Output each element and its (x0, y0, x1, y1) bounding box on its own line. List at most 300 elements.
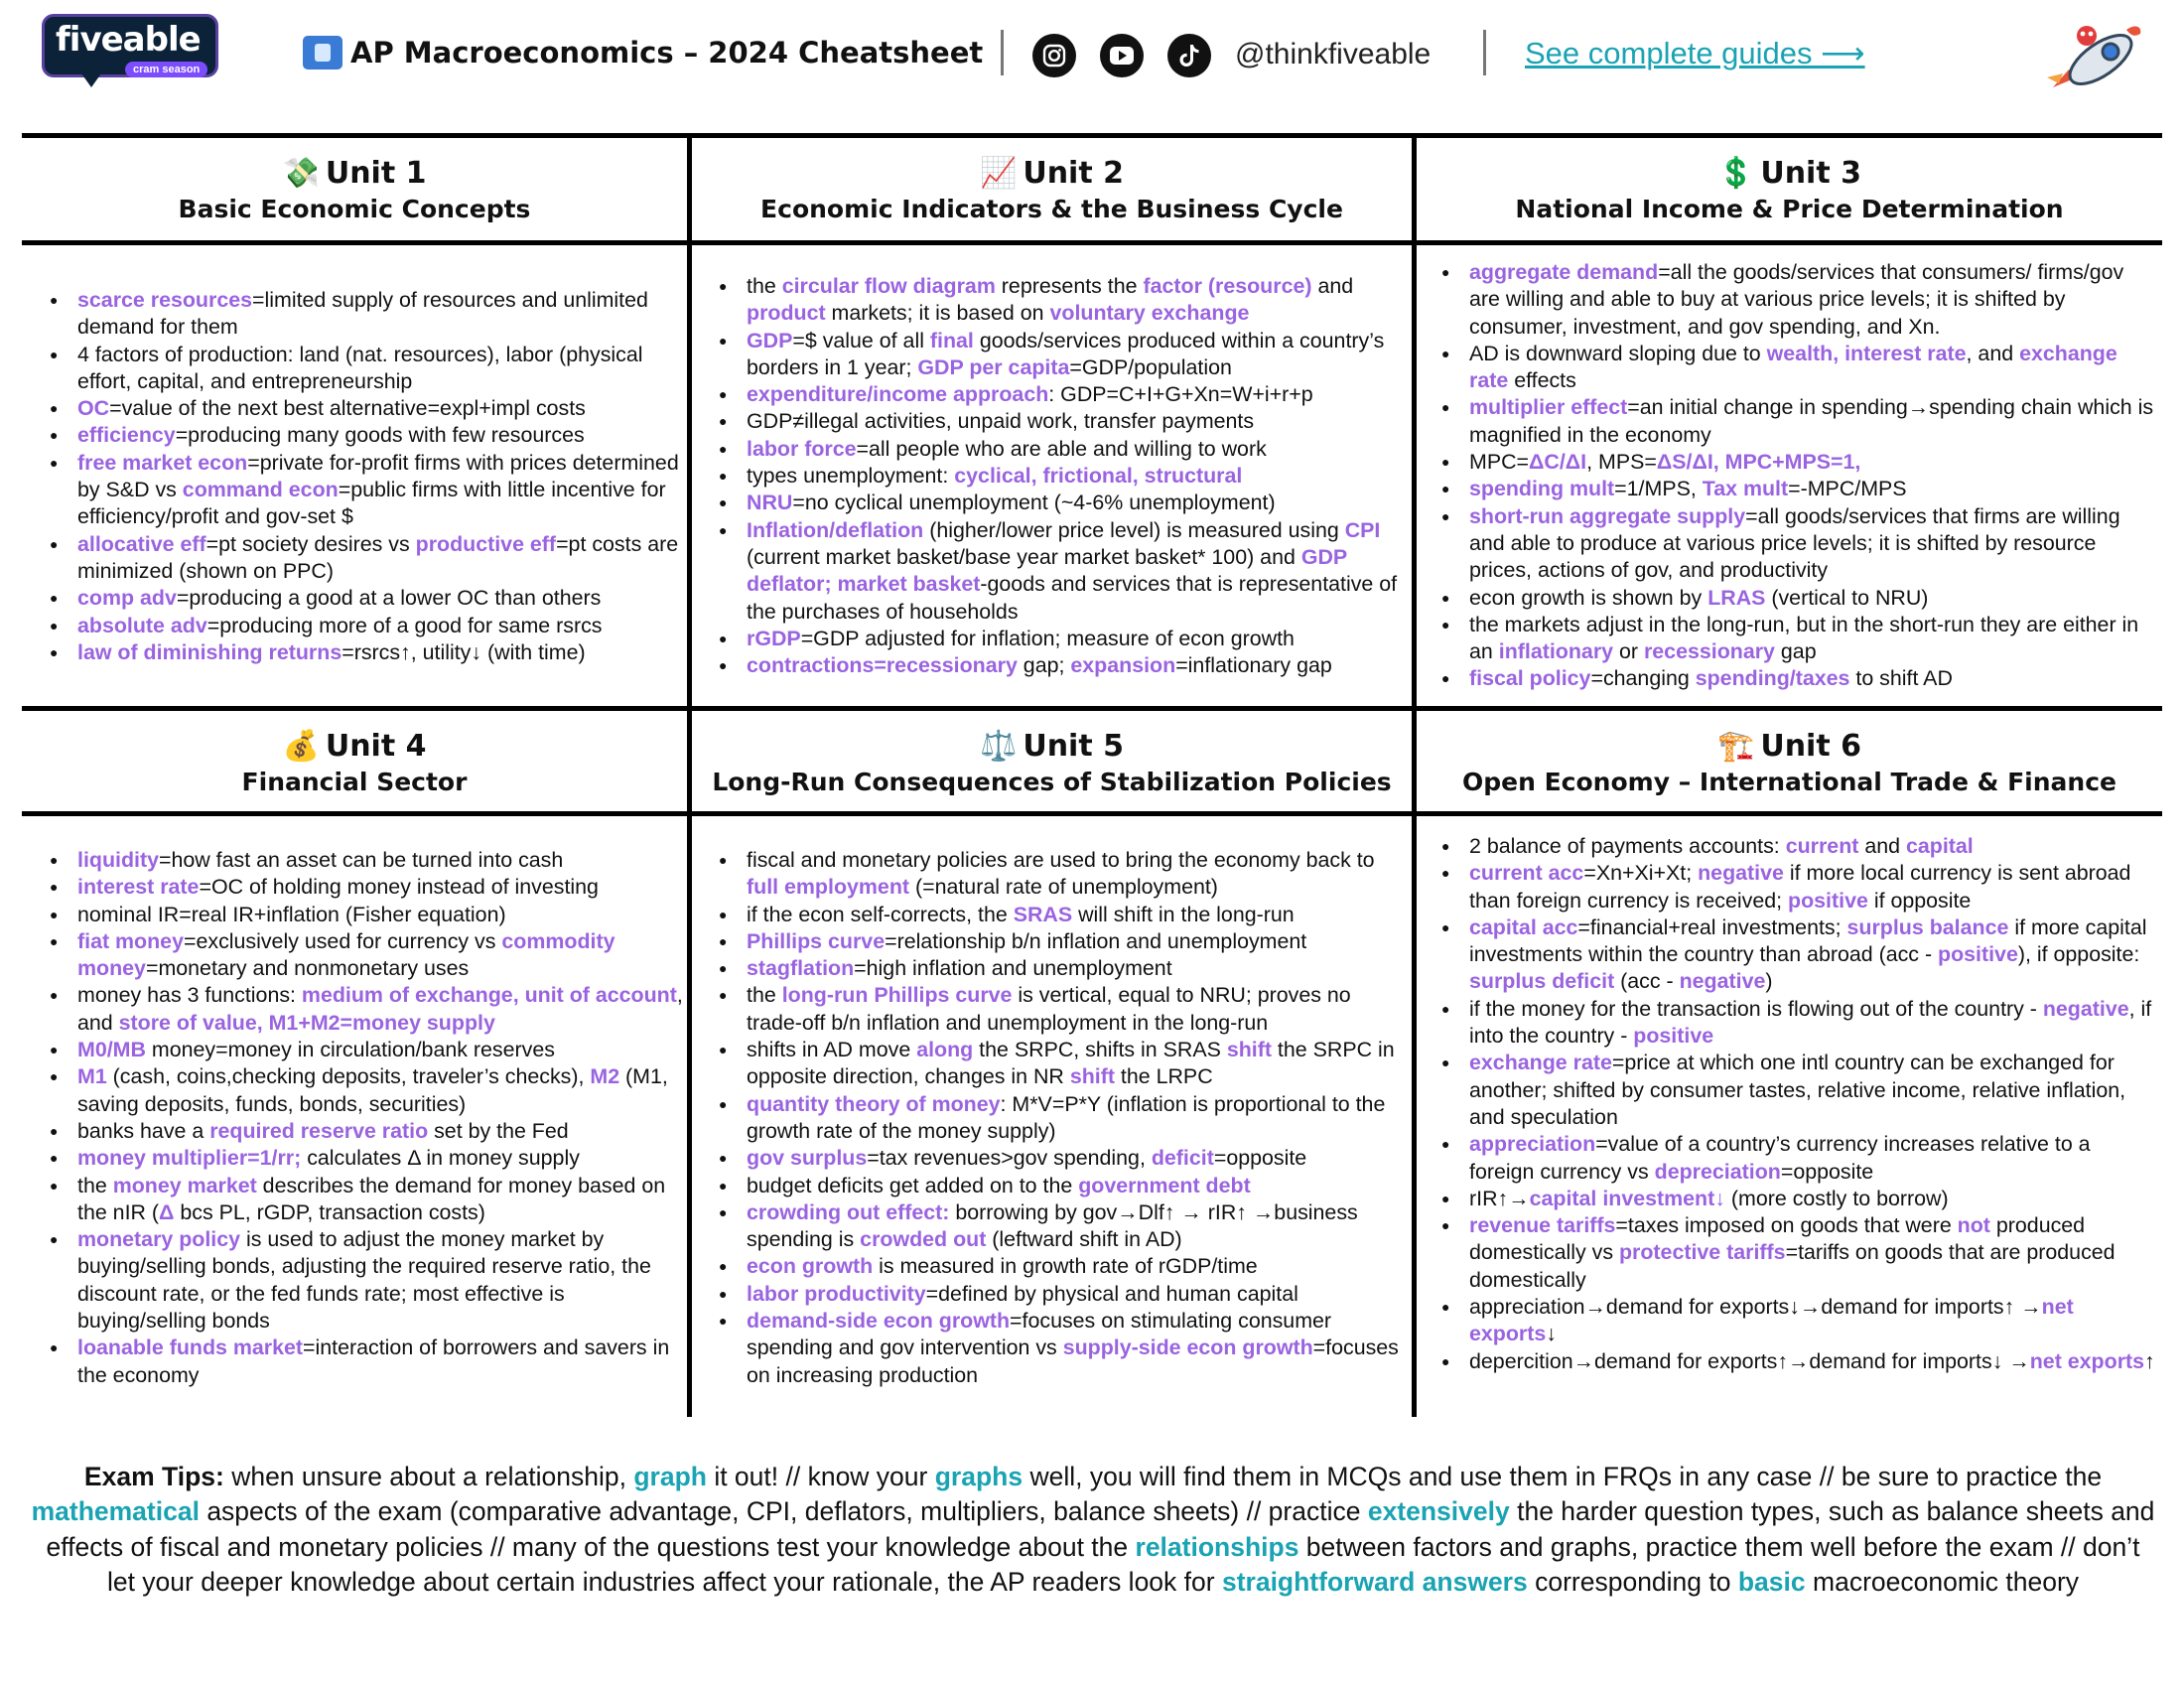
tip-text: well, you will find them in MCQs and use them in FRQs in any case // be sure to practice the (1023, 1462, 2103, 1491)
unit-3-header (1417, 156, 2162, 223)
highlighted-term: absolute adv (77, 613, 207, 637)
list-item (48, 847, 683, 874)
highlighted-term: econ growth (747, 1254, 874, 1279)
bullet-text: econ growth is shown by (1469, 585, 1708, 610)
youtube-icon[interactable] (1100, 34, 1144, 77)
highlighted-term: SRAS (1013, 902, 1073, 926)
list-item (1439, 341, 2156, 395)
bullet-text: =opposite (1213, 1146, 1307, 1171)
list-item (48, 531, 683, 586)
highlighted-term: M0/MB (77, 1038, 146, 1062)
list-item (1439, 394, 2156, 449)
unit-1-header (22, 156, 687, 223)
highlighted-term: along (916, 1038, 974, 1062)
highlighted-term: ΔC/ΔI (1529, 450, 1587, 475)
highlighted-term: command econ (182, 478, 339, 502)
list-item (1439, 1294, 2156, 1348)
bullet-text: bcs PL, rGDP, transaction costs) (174, 1199, 485, 1224)
bullet-text: =relationship b/n inflation and unemployment (885, 928, 1307, 953)
list-item (717, 1308, 1406, 1389)
highlighted-term: aggregate demand (1469, 260, 1659, 284)
bullet-text: (more costly to borrow) (1724, 1186, 1949, 1210)
highlighted-term: scarce resources (77, 288, 253, 312)
page-title (303, 36, 983, 70)
bullet-text: shifts in AD move (747, 1038, 917, 1062)
unit-subtitle: Long-Run Consequences of Stabilization Policies (712, 768, 1392, 796)
bullet-text: represents the (995, 274, 1144, 298)
highlighted-term: spending mult (1469, 477, 1615, 501)
bullet-text: =pt society desires vs (205, 531, 416, 556)
list-item (1439, 1131, 2156, 1186)
unit-subtitle: Basic Economic Concepts (178, 195, 531, 223)
highlighted-term: GDP (747, 328, 793, 352)
list-item (1439, 860, 2156, 914)
bullet-text: rIR↑→ (1469, 1186, 1530, 1210)
bullet-text: =value of the next best alternative=expl+impl costs (109, 396, 586, 421)
bullet-text: =changing (1590, 666, 1696, 691)
highlighted-term: current acc (1469, 861, 1584, 886)
highlighted-term: demand-side econ growth (747, 1309, 1011, 1334)
bullet-text: =producing a good at a lower OC than others (176, 586, 602, 611)
list-item (1439, 449, 2156, 476)
list-item (717, 847, 1406, 902)
highlighted-term: stagflation (747, 956, 855, 981)
bullet-text: =rsrcs↑, utility↓ (with time) (341, 639, 586, 664)
unit-subtitle: Financial Sector (241, 768, 468, 796)
bullet-text: =financial+real investments; (1577, 914, 1847, 939)
list-item (1439, 259, 2156, 341)
tip-highlight: graphs (934, 1462, 1024, 1491)
bullet-text: to shift AD (1849, 666, 1953, 691)
highlighted-term: CPI (1344, 517, 1381, 542)
exam-tips (30, 1460, 2156, 1600)
bullet-text: borrowing by gov→Dlf↑ → rIR↑ →business spending is (747, 1199, 1358, 1252)
highlighted-term: monetary policy (77, 1227, 241, 1252)
highlighted-term: expenditure/income approach (747, 382, 1049, 407)
unit-3-bullets (1439, 259, 2156, 693)
bullet-text: =private for-profit firms with prices determined by S&D vs (77, 450, 679, 502)
highlighted-term: interest rate (77, 875, 200, 900)
bullet-text: budget deficits get added on to the (747, 1173, 1079, 1197)
highlighted-term: required reserve ratio (209, 1118, 429, 1143)
highlighted-term: appreciation (1469, 1132, 1596, 1157)
list-item (1439, 665, 2156, 692)
tip-text: macroeconomic theory (1805, 1566, 2080, 1597)
bullet-text: (=natural rate of unemployment) (909, 875, 1218, 900)
bullet-text: =focuses on stimulating consumer spending and gov intervention vs (747, 1309, 1332, 1360)
bullet-text: (leftward shift in AD) (986, 1227, 1182, 1252)
list-item (717, 1281, 1406, 1308)
highlighted-term: LRAS (1707, 585, 1766, 610)
highlighted-term: expansion (1070, 653, 1176, 678)
list-item (1439, 612, 2156, 666)
highlighted-term: short-run aggregate supply (1469, 503, 1746, 528)
book-icon (303, 36, 342, 70)
bullet-text: =high inflation and unemployment (854, 956, 1172, 981)
bullet-text: the SRPC in opposite direction, changes in NR (747, 1038, 1395, 1089)
highlighted-term: liquidity (77, 848, 159, 872)
bullet-text: money has 3 functions: (77, 983, 302, 1008)
bullet-text: =all the goods/services that consumers/ firms/gov are willing and able to buy at various price levels; it is shifted by consumer, investment, and gov spending, and Xn. (1469, 260, 2124, 339)
bullet-text: gap (1774, 639, 1817, 664)
list-item (717, 928, 1406, 955)
list-item (48, 1063, 683, 1118)
highlighted-term: loanable funds market (77, 1336, 304, 1360)
highlighted-term: multiplier effect (1469, 395, 1628, 420)
bullet-text: if more local currency is sent abroad than foreign currency is received; (1469, 861, 2131, 913)
unit-2-bullets (717, 273, 1406, 679)
list-item (717, 463, 1406, 490)
bullet-text: =GDP adjusted for inflation; measure of econ growth (800, 626, 1295, 650)
header (0, 0, 2184, 129)
highlighted-term: inflationary (1498, 639, 1614, 664)
list-item (1439, 1186, 2156, 1212)
bullet-text: =tax revenues>gov spending, (867, 1146, 1152, 1171)
instagram-icon[interactable] (1032, 34, 1076, 77)
highlighted-term: comp adv (77, 586, 177, 611)
highlighted-term: contractions=recessionary (747, 653, 1018, 678)
highlighted-term: labor productivity (747, 1281, 926, 1306)
bullet-text: money=money in circulation/bank reserves (145, 1038, 555, 1062)
list-item (717, 436, 1406, 463)
highlighted-term: negative (2042, 996, 2129, 1021)
highlighted-term: protective tariffs (1618, 1240, 1786, 1265)
list-item (1439, 1212, 2156, 1294)
bullet-text: the SRPC, shifts in SRAS (973, 1038, 1227, 1062)
bullet-text: if the money for the transaction is flowing out of the country - (1469, 996, 2043, 1021)
tip-highlight: basic (1737, 1566, 1806, 1597)
page-title-text: AP Macroeconomics – 2024 Cheatsheet (350, 36, 984, 70)
logo-text: fiveable (56, 20, 201, 60)
highlighted-term: spending/taxes (1695, 666, 1850, 691)
list-item (717, 381, 1406, 408)
highlighted-term: deficit (1151, 1146, 1214, 1171)
list-item (1439, 1348, 2156, 1375)
bullet-text: =tariffs on goods that are produced domestically (1469, 1240, 2116, 1292)
bullet-text: 2 balance of payments accounts: (1469, 834, 1786, 858)
highlighted-term: net exports (2029, 1348, 2145, 1373)
bullet-text: fiscal and monetary policies are used to bring the economy back to (747, 848, 1375, 872)
bullet-text: =-MPC/MPS (1788, 477, 1907, 501)
list-item (48, 902, 683, 928)
bullet-text: gap; (1017, 653, 1071, 678)
grid-divider (22, 240, 2162, 245)
list-item (1439, 1050, 2156, 1131)
list-item (717, 902, 1406, 928)
list-item (48, 613, 683, 639)
highlighted-term: positive (1633, 1024, 1714, 1049)
bullet-text: ) (1765, 969, 1773, 994)
highlighted-term: recessionary (1643, 639, 1775, 664)
unit-6-header (1417, 729, 2162, 796)
bullet-text: =producing more of a good for same rsrcs (206, 613, 603, 637)
bullet-text: ↑ (2144, 1348, 2155, 1373)
highlighted-term: long-run Phillips curve (781, 983, 1013, 1008)
tip-text: the harder question types, such as balance sheets and effects of fiscal and monetary policies // many of the questions test your knowledge about the (46, 1496, 2155, 1562)
bullet-text: produced domestically vs (1469, 1213, 2086, 1265)
list-item (717, 1037, 1406, 1091)
highlighted-term: gov surplus (747, 1146, 868, 1171)
unit-6-bullets (1439, 833, 2156, 1375)
money-bag-icon: 💰 (282, 729, 320, 764)
list-item (717, 652, 1406, 679)
unit-title: Unit 5 (1023, 729, 1125, 764)
highlighted-term: surplus deficit (1469, 969, 1615, 994)
bullet-text: (M1, saving deposits, funds, bonds, securities) (77, 1064, 668, 1116)
highlighted-term: Inflation/deflation (747, 517, 924, 542)
bullet-text: =producing many goods with few resources (175, 423, 585, 448)
highlighted-term: net exports (1469, 1295, 2074, 1346)
list-item (717, 982, 1406, 1037)
highlighted-term: product (747, 301, 826, 326)
list-item (1439, 833, 2156, 860)
bullet-text: =taxes imposed on goods that were (1615, 1213, 1958, 1238)
list-item (717, 1199, 1406, 1254)
list-item (48, 1226, 683, 1335)
list-item (48, 1037, 683, 1063)
bullet-text: the (77, 1173, 113, 1197)
bullet-text: effects (1508, 368, 1576, 393)
list-item (1439, 914, 2156, 996)
bullet-text: describes the demand for money based on the nIR ( (77, 1173, 666, 1224)
bullet-text: =interaction of borrowers and savers in the economy (77, 1336, 670, 1387)
list-item (717, 1091, 1406, 1146)
bullet-text: =GDP/population (1069, 354, 1232, 379)
highlighted-term: factor (resource) (1143, 274, 1312, 298)
bullet-text: =OC of holding money instead of investing (199, 875, 599, 900)
bullet-text: the (747, 983, 782, 1008)
bullet-text: =all people who are able and willing to work (856, 436, 1267, 461)
highlighted-term: negative (1679, 969, 1766, 994)
highlighted-term: depreciation (1654, 1159, 1781, 1184)
bullet-text: MPC= (1469, 450, 1530, 475)
highlighted-term: revenue tariffs (1469, 1213, 1616, 1238)
bullet-text: ↓ (1546, 1322, 1557, 1346)
bullet-text: appreciation→demand for exports↓→demand for imports↑ → (1469, 1295, 2042, 1320)
list-item (48, 422, 683, 449)
tiktok-icon[interactable] (1167, 34, 1211, 77)
unit-5-bullets (717, 847, 1406, 1389)
bullet-text: if more capital investments within the country than abroad (acc - (1469, 914, 2147, 967)
highlighted-term: crowding out effect: (747, 1199, 950, 1224)
highlighted-term: medium of exchange, unit of account (301, 983, 677, 1008)
unit-4-header (22, 729, 687, 796)
bullet-text: and (1858, 834, 1906, 858)
list-item (717, 1173, 1406, 1199)
list-item (1439, 503, 2156, 585)
tip-text: aspects of the exam (comparative advantage, CPI, deflators, multipliers, balance sheets) // practice (199, 1496, 1368, 1527)
highlighted-term: fiscal policy (1469, 666, 1591, 691)
bullet-text: (acc - (1614, 969, 1680, 994)
list-item (48, 1173, 683, 1227)
unit-title: Unit 3 (1760, 156, 1862, 191)
highlighted-term: supply-side econ growth (1062, 1336, 1313, 1360)
list-item (717, 517, 1406, 626)
bullet-text: ), if opposite: (2017, 942, 2140, 967)
money-wings-icon: 💸 (282, 156, 320, 191)
highlighted-term: productive eff (415, 531, 557, 556)
tip-highlight: relationships (1135, 1531, 1299, 1562)
highlighted-term: Tax mult (1702, 477, 1789, 501)
fiveable-logo[interactable] (42, 14, 220, 83)
bullet-text: =monetary and nonmonetary uses (145, 956, 470, 981)
unit-title: Unit 4 (325, 729, 427, 764)
bullet-text: =an initial change in spending→spending chain which is magnified in the economy (1469, 395, 2154, 447)
bullet-text: set by the Fed (428, 1118, 569, 1143)
bullet-text: (current market basket/base year market basket* 100) and (747, 544, 1301, 569)
bullet-text: =limited supply of resources and unlimited demand for them (77, 288, 648, 340)
highlighted-term: NRU (747, 491, 793, 515)
bullet-text: banks have a (77, 1118, 210, 1143)
highlighted-term: final (929, 328, 974, 352)
tip-text: corresponding to (1527, 1566, 1738, 1597)
highlighted-term: exchange rate (1469, 1051, 1612, 1075)
highlighted-term: free market econ (77, 450, 248, 475)
highlighted-term: government debt (1078, 1173, 1251, 1197)
tip-highlight: graph (633, 1462, 707, 1491)
tip-text: it out! // know your (706, 1462, 935, 1491)
list-item (717, 408, 1406, 435)
highlighted-term: ΔS/ΔI, MPC+MPS=1, (1656, 450, 1861, 475)
bullet-text: =public firms with little incentive for efficiency/profit and gov-set $ (77, 478, 666, 529)
highlighted-term: rGDP (747, 626, 801, 650)
bullet-text: =how fast an asset can be turned into cash (159, 848, 564, 872)
highlighted-term: GDP per capita (917, 354, 1070, 379)
crane-icon: 🏗️ (1716, 729, 1755, 764)
dollar-icon: 💲 (1716, 156, 1755, 191)
bullet-text: =pt costs are minimized (shown on PPC) (77, 531, 679, 583)
list-item (717, 490, 1406, 516)
highlighted-term: wealth, interest rate (1766, 341, 1967, 365)
list-item (48, 874, 683, 901)
tip-highlight: extensively (1367, 1496, 1510, 1527)
highlighted-term: exchange rate (1469, 341, 2117, 393)
unit-4-bullets (48, 847, 683, 1389)
highlighted-term: surplus balance (1846, 914, 2009, 939)
bullet-text: =all goods/services that firms are willing and able to produce at various price levels; it is shifted by resource prices, actions of gov, and productivity (1469, 503, 2120, 583)
highlighted-term: full employment (747, 875, 910, 900)
list-item (717, 626, 1406, 652)
list-item (1439, 585, 2156, 612)
bullet-text: GDP≠illegal activities, unpaid work, transfer payments (747, 409, 1255, 434)
list-item (717, 328, 1406, 382)
bullet-text: is vertical, equal to NRU; proves no trade-off b/n inflation and unemployment in the long-run (747, 983, 1351, 1035)
unit-title: Unit 6 (1760, 729, 1862, 764)
chart-icon: 📈 (979, 156, 1018, 191)
highlighted-term: voluntary exchange (1049, 301, 1250, 326)
list-item (48, 1145, 683, 1172)
list-item (48, 639, 683, 666)
list-item (48, 982, 683, 1037)
bullet-text: , and (1966, 341, 2020, 365)
social-handle[interactable]: @thinkfiveable (1235, 38, 1432, 70)
bullet-text: =value of a country’s currency increases relative to a foreign currency vs (1469, 1132, 2091, 1184)
tip-highlight: mathematical (31, 1496, 200, 1527)
bullet-text: AD is downward sloping due to (1469, 341, 1767, 365)
see-complete-guides-link[interactable]: See complete guides ⟶ (1525, 36, 1865, 70)
highlighted-term: shift (1069, 1064, 1115, 1089)
bullet-text: the LRPC (1114, 1064, 1213, 1089)
highlighted-term: Δ (159, 1199, 175, 1224)
bullet-text: 4 factors of production: land (nat. resources), labor (physical effort, capital, and entrepreneurship (77, 342, 643, 393)
list-item (48, 1335, 683, 1389)
bullet-text: the (747, 274, 782, 298)
list-item (48, 928, 683, 983)
list-item (717, 273, 1406, 328)
highlighted-term: allocative eff (77, 531, 206, 556)
bullet-text: types unemployment: (747, 464, 955, 489)
bullet-text: =$ value of all (792, 328, 930, 352)
bullet-text: =price at which one intl country can be exchanged for another; shifted by consumer tastes, relative income, relative inflation, and speculation (1469, 1051, 2126, 1129)
highlighted-term: current (1785, 834, 1859, 858)
highlighted-term: positive (1938, 942, 2018, 967)
highlighted-term: money market (112, 1173, 257, 1197)
unit-title: Unit 1 (325, 156, 427, 191)
bullet-text: will shift in the long-run (1072, 902, 1295, 926)
highlighted-term: positive (1788, 888, 1868, 913)
bullet-text: -goods and services that is representative of the purchases of households (747, 572, 1398, 624)
highlighted-term: efficiency (77, 423, 176, 448)
unit-subtitle: National Income & Price Determination (1515, 195, 2064, 223)
bullet-text: =1/MPS, (1614, 477, 1703, 501)
bullet-text: nominal IR=real IR+inflation (Fisher equation) (77, 902, 506, 926)
bullet-text: : M*V=P*Y (inflation is proportional to the growth rate of the money supply) (747, 1091, 1386, 1143)
logo-badge: cram season (125, 62, 207, 77)
bullet-text: : GDP=C+I+G+Xn=W+i+r+p (1048, 382, 1313, 407)
bullet-text: =inflationary gap (1175, 653, 1332, 678)
bullet-text: if the econ self-corrects, the (747, 902, 1014, 926)
list-item (48, 395, 683, 422)
highlighted-term: law of diminishing returns (77, 639, 342, 664)
highlighted-term: fiat money (77, 928, 184, 953)
highlighted-term: capital investment↓ (1529, 1186, 1725, 1210)
bullet-text: , MPS= (1586, 450, 1657, 475)
bullet-text: or (1613, 639, 1644, 664)
bullet-text: , and (77, 983, 683, 1035)
highlighted-term: negative (1698, 861, 1784, 886)
bullet-text: =defined by physical and human capital (925, 1281, 1298, 1306)
scales-icon: ⚖️ (979, 729, 1018, 764)
tip-text: between factors and graphs, practice them well before the exam // don’t let your deeper knowledge about certain industries affect your rationale, the AP readers look for (106, 1531, 2140, 1597)
bullet-text: and (1311, 274, 1354, 298)
bullet-text: if opposite (1867, 888, 1972, 913)
divider (1001, 30, 1004, 75)
bullet-text: (cash, coins,checking deposits, traveler’s checks), (106, 1064, 591, 1089)
grid-divider (22, 706, 2162, 711)
list-item (48, 287, 683, 342)
divider (1483, 30, 1486, 75)
list-item (717, 955, 1406, 982)
highlighted-term: shift (1226, 1038, 1272, 1062)
list-item (717, 1145, 1406, 1172)
bullet-text: markets; it is based on (825, 301, 1050, 326)
highlighted-term: quantity theory of money (747, 1091, 1001, 1116)
unit-2-header (692, 156, 1412, 223)
list-item (1439, 476, 2156, 502)
highlighted-term: money multiplier=1/rr; (77, 1146, 302, 1171)
highlighted-term: capital acc (1469, 914, 1578, 939)
bullet-text: =Xn+Xi+Xt; (1583, 861, 1699, 886)
highlighted-term: store of value, M1+M2=money supply (118, 1010, 495, 1035)
highlighted-term: GDP deflator; market basket (747, 544, 1347, 597)
bullet-text: is used to adjust the money market by buying/selling bonds, adjusting the required reserve ratio, the discount rate, or the fed funds rate; most effective is buying/selling bonds (77, 1227, 651, 1334)
highlighted-term: cyclical, frictional, structural (954, 464, 1243, 489)
list-item (717, 1253, 1406, 1280)
highlighted-term: Phillips curve (747, 928, 886, 953)
list-item (48, 450, 683, 531)
unit-1-bullets (48, 287, 683, 666)
list-item (48, 1118, 683, 1145)
